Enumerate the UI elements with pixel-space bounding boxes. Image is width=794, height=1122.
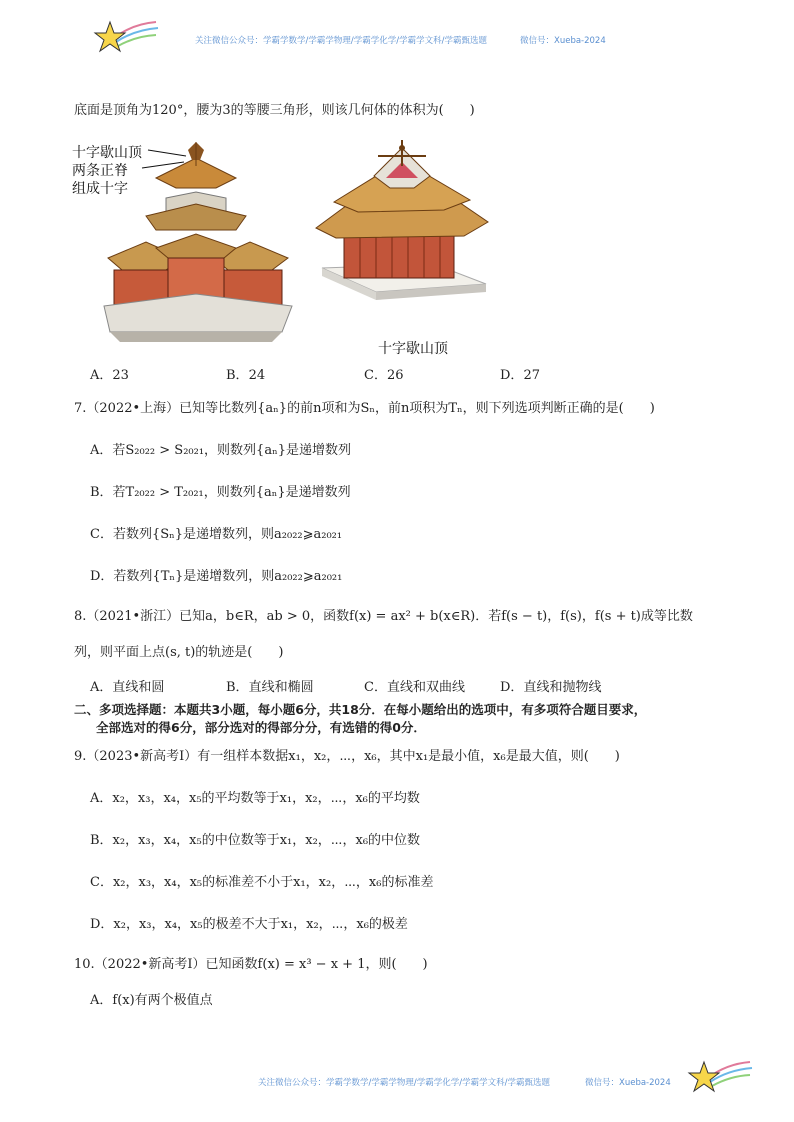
footer-wechat: 微信号：Xueba-2024 <box>585 1078 671 1088</box>
figure-label-1: 十字歇山顶 <box>72 145 142 161</box>
q9-stem: 9.（2023•新高考Ⅰ）有一组样本数据x₁，x₂，⋯，x₆，其中x₁是最小值，x₆是最大值，则( ) <box>74 749 620 764</box>
figure-caption: 十字歇山顶 <box>378 341 448 357</box>
q7-option-a: A．若S₂₀₂₂ > S₂₀₂₁，则数列{aₙ}是递增数列 <box>90 443 351 458</box>
header-wechat: 微信号：Xueba-2024 <box>520 36 606 46</box>
q8-option-c: C．直线和双曲线 <box>364 680 465 695</box>
cross-gable-roof-illustration <box>314 136 490 336</box>
header-text: 关注微信公众号：学霸学数学/学霸学物理/学霸学化学/学霸学文科/学霸甄选题 <box>195 36 487 46</box>
q6-option-c: C．26 <box>364 368 404 383</box>
q10-stem: 10.（2022•新高考Ⅰ）已知函数f(x) = x³ − x + 1，则( ) <box>74 957 428 972</box>
section-heading-line2: 全部选对的得6分，部分选对的得部分分，有选错的得0分． <box>96 720 426 735</box>
q10-option-a: A．f(x)有两个极值点 <box>90 993 213 1008</box>
cross-gable-building-exploded-illustration <box>96 136 296 346</box>
figure-label-2: 两条正脊 <box>72 163 128 179</box>
q7-option-c: C．若数列{Sₙ}是递增数列，则a₂₀₂₂⩾a₂₀₂₁ <box>90 527 343 542</box>
star-logo-footer-icon <box>686 1058 754 1098</box>
q6-option-d: D．27 <box>500 368 540 383</box>
q8-option-a: A．直线和圆 <box>90 680 165 695</box>
q9-option-c: C．x₂，x₃，x₄，x₅的标准差不小于x₁，x₂，⋯，x₆的标准差 <box>90 875 434 890</box>
section-heading-line1: 二、多项选择题：本题共3小题，每小题6分，共18分．在每小题给出的选项中，有多项符合题目要求， <box>74 702 647 717</box>
q8-option-d: D．直线和抛物线 <box>500 680 602 695</box>
footer-text: 关注微信公众号：学霸学数学/学霸学物理/学霸学化学/学霸学文科/学霸甄选题 <box>258 1078 550 1088</box>
q6-stem: 底面是顶角为120°，腰为3的等腰三角形，则该几何体的体积为( ) <box>74 103 475 118</box>
star-logo-icon <box>92 18 160 58</box>
q8-stem-line2: 列，则平面上点(s, t)的轨迹是( ) <box>74 645 284 660</box>
q7-option-d: D．若数列{Tₙ}是递增数列，则a₂₀₂₂⩾a₂₀₂₁ <box>90 569 343 584</box>
q8-stem-line1: 8.（2021•浙江）已知a，b∈R，ab > 0，函数f(x) = ax² + b(x∈R)．若f(s − t)，f(s)，f(s + t)成等比数 <box>74 609 693 624</box>
q9-option-d: D．x₂，x₃，x₄，x₅的极差不大于x₁，x₂，⋯，x₆的极差 <box>90 917 408 932</box>
figure-label-3: 组成十字 <box>72 181 128 197</box>
q9-option-b: B．x₂，x₃，x₄，x₅的中位数等于x₁，x₂，⋯，x₆的中位数 <box>90 833 421 848</box>
q8-option-b: B．直线和椭圆 <box>226 680 314 695</box>
q6-option-b: B．24 <box>226 368 266 383</box>
q7-option-b: B．若T₂₀₂₂ > T₂₀₂₁，则数列{aₙ}是递增数列 <box>90 485 351 500</box>
q7-stem: 7.（2022•上海）已知等比数列{aₙ}的前n项和为Sₙ，前n项积为Tₙ，则下列选项判断正确的是( ) <box>74 401 655 416</box>
q6-option-a: A．23 <box>90 368 129 383</box>
q9-option-a: A．x₂，x₃，x₄，x₅的平均数等于x₁，x₂，⋯，x₆的平均数 <box>90 791 420 806</box>
